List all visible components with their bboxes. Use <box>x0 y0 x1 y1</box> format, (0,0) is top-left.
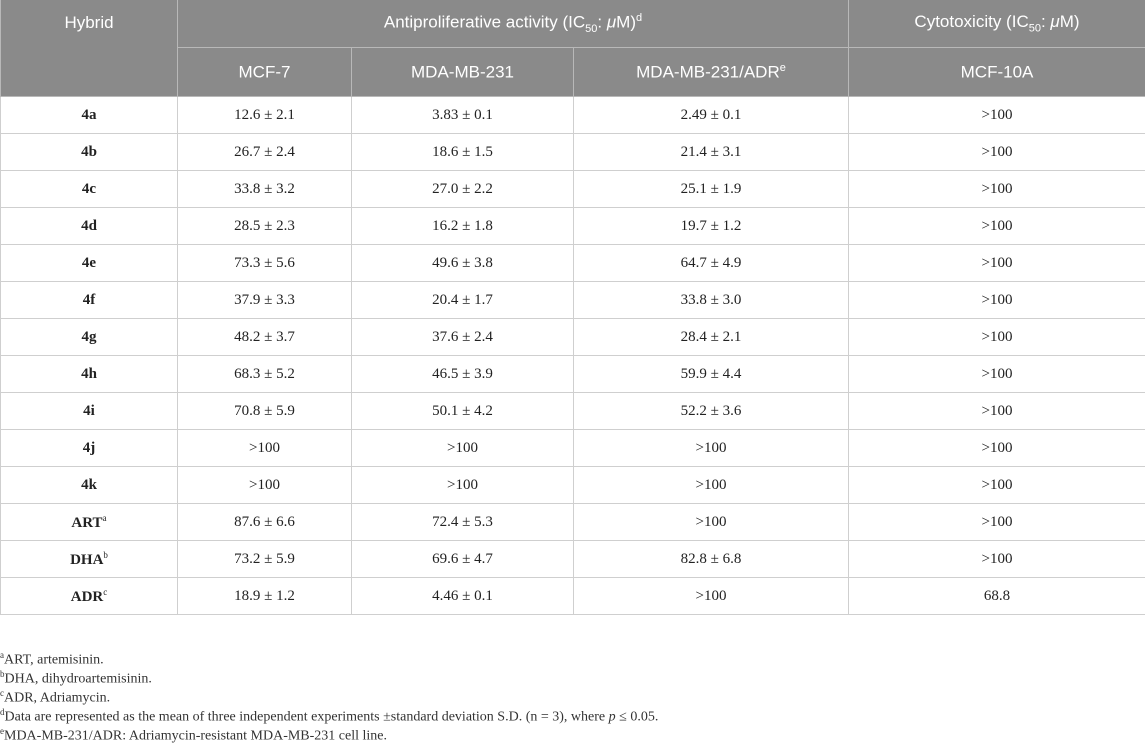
value-cell: >100 <box>352 430 574 467</box>
value-cell: 64.7 ± 4.9 <box>574 245 849 282</box>
value-cell: 73.2 ± 5.9 <box>178 541 352 578</box>
hybrid-name: ART <box>71 515 102 531</box>
footnote <box>0 646 1145 665</box>
hybrid-name: 4j <box>83 440 96 456</box>
hybrid-name-cell <box>1 356 178 393</box>
hybrid-name: 4h <box>81 366 97 382</box>
header-cytotoxicity-tail: M) <box>1060 12 1080 31</box>
value-cell: 72.4 ± 5.3 <box>352 504 574 541</box>
hybrid-name-cell <box>1 504 178 541</box>
value-cell: 18.9 ± 1.2 <box>178 578 352 615</box>
hybrid-name: 4c <box>82 181 96 197</box>
value-cell: 87.6 ± 6.6 <box>178 504 352 541</box>
value-cell: 21.4 ± 3.1 <box>574 134 849 171</box>
footnote <box>0 703 1145 722</box>
hybrid-name: 4k <box>81 477 97 493</box>
footnote <box>0 665 1145 684</box>
value-cell: 70.8 ± 5.9 <box>178 393 352 430</box>
value-cell: >100 <box>849 393 1145 430</box>
hybrid-name: 4a <box>82 107 97 123</box>
value-cell: >100 <box>849 171 1145 208</box>
value-cell: 68.8 <box>849 578 1145 615</box>
value-cell: 82.8 ± 6.8 <box>574 541 849 578</box>
header-antiproliferative-colon: : <box>597 13 606 32</box>
value-cell: 19.7 ± 1.2 <box>574 208 849 245</box>
hybrid-name: 4b <box>81 144 97 160</box>
value-cell: >100 <box>849 208 1145 245</box>
table-row <box>1 245 1145 282</box>
footnote-mark: b <box>0 669 5 679</box>
table-row <box>1 319 1145 356</box>
value-cell: >100 <box>574 430 849 467</box>
header-mcf7-label: MCF-7 <box>239 62 291 81</box>
value-cell: >100 <box>849 504 1145 541</box>
value-cell: >100 <box>178 467 352 504</box>
header-mda-mb-231-adr-label: MDA-MB-231/ADR <box>636 62 780 81</box>
value-cell: 18.6 ± 1.5 <box>352 134 574 171</box>
footnote-mark: c <box>0 688 4 698</box>
table-row <box>1 393 1145 430</box>
footnote-mark: b <box>103 550 108 560</box>
header-antiproliferative-footnote-mark: d <box>636 12 642 24</box>
header-mcf-10a <box>849 48 1145 97</box>
header-mda-mb-231-label: MDA-MB-231 <box>411 62 514 81</box>
value-cell: 37.9 ± 3.3 <box>178 282 352 319</box>
header-antiproliferative-sub: 50 <box>585 23 597 35</box>
hybrid-name-cell <box>1 430 178 467</box>
footnote-text-end: ≤ 0.05. <box>616 710 659 725</box>
hybrid-name: 4g <box>82 329 97 345</box>
footnote-italic: p <box>609 710 616 725</box>
value-cell: 69.6 ± 4.7 <box>352 541 574 578</box>
value-cell: >100 <box>849 356 1145 393</box>
value-cell: >100 <box>352 467 574 504</box>
value-cell: 28.5 ± 2.3 <box>178 208 352 245</box>
hybrid-name: 4f <box>83 292 96 308</box>
footnote-mark: a <box>103 513 107 523</box>
table-header <box>1 0 1145 97</box>
value-cell: 33.8 ± 3.2 <box>178 171 352 208</box>
hybrid-name-cell <box>1 171 178 208</box>
value-cell: 73.3 ± 5.6 <box>178 245 352 282</box>
header-mcf-10a-label: MCF-10A <box>961 62 1034 81</box>
footnote-mark: a <box>0 650 4 660</box>
hybrid-name: ADR <box>71 589 104 605</box>
table-row <box>1 282 1145 319</box>
value-cell: 4.46 ± 0.1 <box>352 578 574 615</box>
footnote-text: DHA, dihydroartemisinin. <box>5 672 152 687</box>
hybrid-name-cell <box>1 97 178 134</box>
header-cytotoxicity-colon: : <box>1041 12 1050 31</box>
footnote-text: ADR, Adriamycin. <box>4 691 110 706</box>
hybrid-name-cell <box>1 393 178 430</box>
hybrid-name: 4d <box>81 218 97 234</box>
footnote-mark: c <box>103 587 107 597</box>
value-cell: 49.6 ± 3.8 <box>352 245 574 282</box>
value-cell: 28.4 ± 2.1 <box>574 319 849 356</box>
value-cell: 33.8 ± 3.0 <box>574 282 849 319</box>
header-hybrid <box>1 0 178 97</box>
value-cell: 2.49 ± 0.1 <box>574 97 849 134</box>
value-cell: >100 <box>849 467 1145 504</box>
footnote-mark: d <box>0 707 5 717</box>
value-cell: >100 <box>849 319 1145 356</box>
table-row <box>1 171 1145 208</box>
value-cell: 16.2 ± 1.8 <box>352 208 574 245</box>
header-mda-mb-231 <box>352 48 574 97</box>
value-cell: 68.3 ± 5.2 <box>178 356 352 393</box>
header-mcf7 <box>178 48 352 97</box>
value-cell: 26.7 ± 2.4 <box>178 134 352 171</box>
value-cell: >100 <box>849 245 1145 282</box>
hybrid-name-cell <box>1 245 178 282</box>
value-cell: 37.6 ± 2.4 <box>352 319 574 356</box>
hybrid-name-cell <box>1 134 178 171</box>
footnote-text: Data are represented as the mean of three independent experiments ±standard deviation S.D. (n = 3), where <box>5 710 609 725</box>
hybrid-name-cell <box>1 578 178 615</box>
header-antiproliferative-label: Antiproliferative activity (IC <box>384 13 585 32</box>
table-row <box>1 134 1145 171</box>
value-cell: >100 <box>849 134 1145 171</box>
value-cell: 50.1 ± 4.2 <box>352 393 574 430</box>
footnote-text: ART, artemisinin. <box>4 653 104 668</box>
table-row <box>1 541 1145 578</box>
table-row <box>1 97 1145 134</box>
footnote <box>0 684 1145 703</box>
table-row <box>1 430 1145 467</box>
hybrid-name-cell <box>1 467 178 504</box>
value-cell: 48.2 ± 3.7 <box>178 319 352 356</box>
footnote-mark: e <box>0 726 4 736</box>
header-cytotoxicity-unit: μ <box>1050 12 1059 31</box>
value-cell: >100 <box>849 282 1145 319</box>
table-row <box>1 504 1145 541</box>
hybrid-name-cell <box>1 541 178 578</box>
value-cell: 27.0 ± 2.2 <box>352 171 574 208</box>
header-hybrid-label: Hybrid <box>64 13 113 32</box>
hybrid-name-cell <box>1 319 178 356</box>
header-cytotoxicity <box>849 0 1145 48</box>
value-cell: 52.2 ± 3.6 <box>574 393 849 430</box>
footnotes <box>0 646 1145 741</box>
value-cell: >100 <box>849 541 1145 578</box>
value-cell: 25.1 ± 1.9 <box>574 171 849 208</box>
table-row <box>1 356 1145 393</box>
table-row <box>1 467 1145 504</box>
table-row <box>1 208 1145 245</box>
header-antiproliferative-tail: M) <box>616 13 636 32</box>
value-cell: >100 <box>574 467 849 504</box>
value-cell: 3.83 ± 0.1 <box>352 97 574 134</box>
value-cell: 20.4 ± 1.7 <box>352 282 574 319</box>
value-cell: 12.6 ± 2.1 <box>178 97 352 134</box>
value-cell: 46.5 ± 3.9 <box>352 356 574 393</box>
hybrid-name: DHA <box>70 552 103 568</box>
header-mda-mb-231-adr <box>574 48 849 97</box>
table-row <box>1 578 1145 615</box>
value-cell: >100 <box>849 97 1145 134</box>
value-cell: 59.9 ± 4.4 <box>574 356 849 393</box>
header-cytotoxicity-label: Cytotoxicity (IC <box>914 12 1028 31</box>
table-body <box>1 97 1145 615</box>
footnote-text: MDA-MB-231/ADR: Adriamycin-resistant MDA-MB-231 cell line. <box>4 729 387 744</box>
header-cytotoxicity-sub: 50 <box>1029 23 1041 35</box>
value-cell: >100 <box>849 430 1145 467</box>
value-cell: >100 <box>574 578 849 615</box>
header-row-1 <box>1 0 1145 48</box>
hybrid-name: 4i <box>83 403 95 419</box>
header-antiproliferative <box>178 0 849 48</box>
hybrid-name-cell <box>1 208 178 245</box>
header-mda-mb-231-adr-note: e <box>780 62 786 74</box>
value-cell: >100 <box>574 504 849 541</box>
header-antiproliferative-unit: μ <box>607 13 616 32</box>
value-cell: >100 <box>178 430 352 467</box>
hybrid-name-cell <box>1 282 178 319</box>
hybrid-name: 4e <box>82 255 96 271</box>
